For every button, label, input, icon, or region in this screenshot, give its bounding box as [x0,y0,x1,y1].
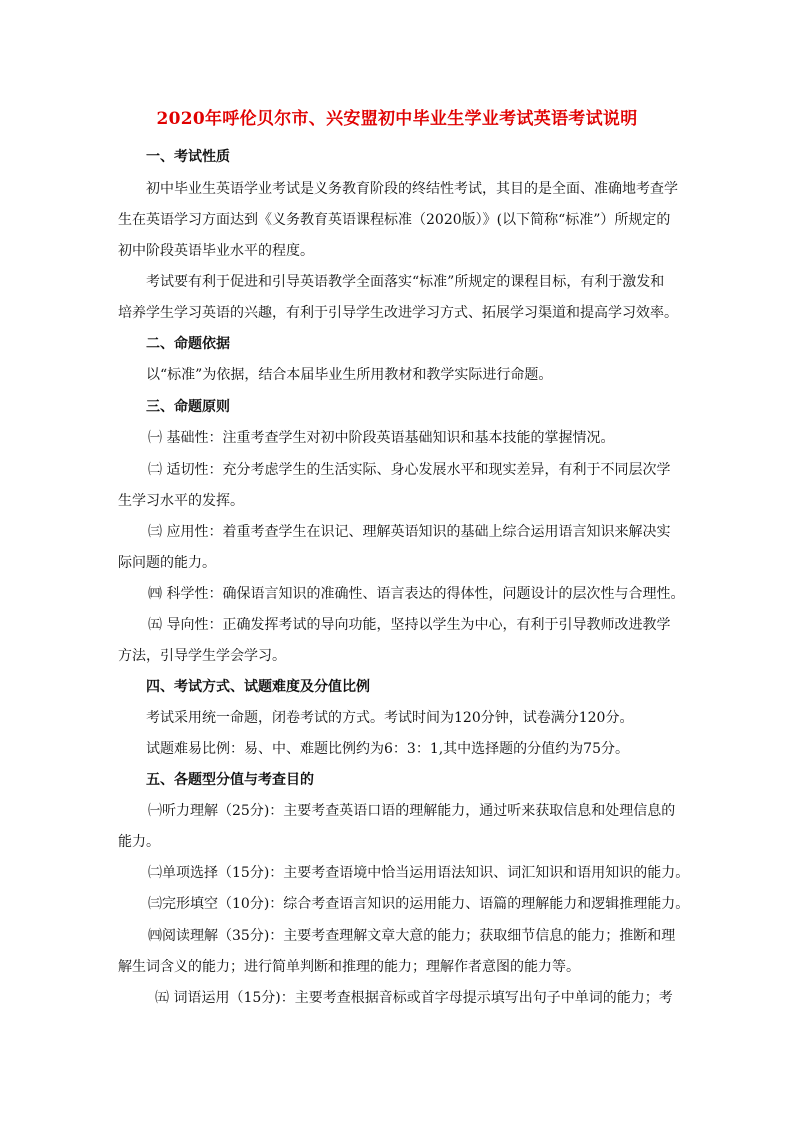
principle-item-line: ㈠ 基础性：注重考查学生对初中阶段英语基础知识和基本技能的掌握情况。 [148,430,615,446]
paragraph-line: 考试要有利于促进和引导英语教学全面落实“标准”所规定的课程目标，有利于激发和 [146,274,665,290]
paragraph-line: 试题难易比例：易、中、难题比例约为6：3：1,其中选择题的分值约为75分。 [146,741,629,757]
principle-item-line: ㈣ 科学性：确保语言知识的准确性、语言表达的得体性，问题设计的层次性与合理性。 [148,586,685,602]
paragraph-line: 初中阶段英语毕业水平的程度。 [118,243,314,259]
question-type-line: ㈢完形填空（10分)：综合考查语言知识的运用能力、语篇的理解能力和逻辑推理能力。 [148,896,690,912]
principle-item-line: ㈢ 应用性：着重考查学生在识记、理解英语知识的基础上综合运用语言知识来解决实 [148,524,671,540]
principle-item-line: ㈡ 适切性：充分考虑学生的生活实际、身心发展水平和现实差异，有利于不同层次学 [148,462,671,478]
section-heading-basis: 二、命题依据 [146,336,230,352]
principle-item-line: 生学习水平的发挥。 [118,493,244,509]
question-type-line: ㈣阅读理解（35分)：主要考查理解文章大意的能力；获取细节信息的能力；推断和理 [148,928,676,944]
document-title: 2020年呼伦贝尔市、兴安盟初中毕业生学业考试英语考试说明 [156,109,638,129]
principle-item-line: 际问题的能力。 [118,555,216,571]
principle-item-line: 方法，引导学生学会学习。 [118,648,286,664]
paragraph-line: 初中毕业生英语学业考试是义务教育阶段的终结性考试，其目的是全面、准确地考查学 [146,181,678,197]
section-heading-exam-nature: 一、考试性质 [146,149,230,165]
principle-item-line: ㈤ 导向性：正确发挥考试的导向功能，坚持以学生为中心，有利于引导教师改进教学 [148,617,671,633]
question-type-line: 解生词含义的能力；进行简单判断和推理的能力；理解作者意图的能力等。 [118,959,580,975]
question-type-line: ㈠听力理解（25分)：主要考查英语口语的理解能力，通过听来获取信息和处理信息的 [148,803,676,819]
question-type-line: ㈡单项选择（15分)：主要考查语境中恰当运用语法知识、词汇知识和语用知识的能力。 [148,865,690,881]
paragraph-line: 生在英语学习方面达到《义务教育英语课程标准（2020版）》(以下简称“标准”）所规定的 [118,212,671,228]
question-type-line: ㈤ 词语运用（15分)：主要考查根据音标或首字母提示填写出句子中单词的能力；考 [155,990,673,1006]
paragraph-line: 培养学生学习英语的兴趣，有利于引导学生改进学习方式、拓展学习渠道和提高学习效率。 [118,305,678,321]
section-heading-question-types: 五、各题型分值与考查目的 [146,772,314,788]
question-type-line: 能力。 [118,834,160,850]
section-heading-principles: 三、命题原则 [146,399,230,415]
paragraph-line: 以“标准”为依据，结合本届毕业生所用教材和教学实际进行命题。 [146,367,553,383]
section-heading-exam-format: 四、考试方式、试题难度及分值比例 [146,679,370,695]
paragraph-line: 考试采用统一命题，闭卷考试的方式。考试时间为120分钟，试卷满分120分。 [146,710,634,726]
